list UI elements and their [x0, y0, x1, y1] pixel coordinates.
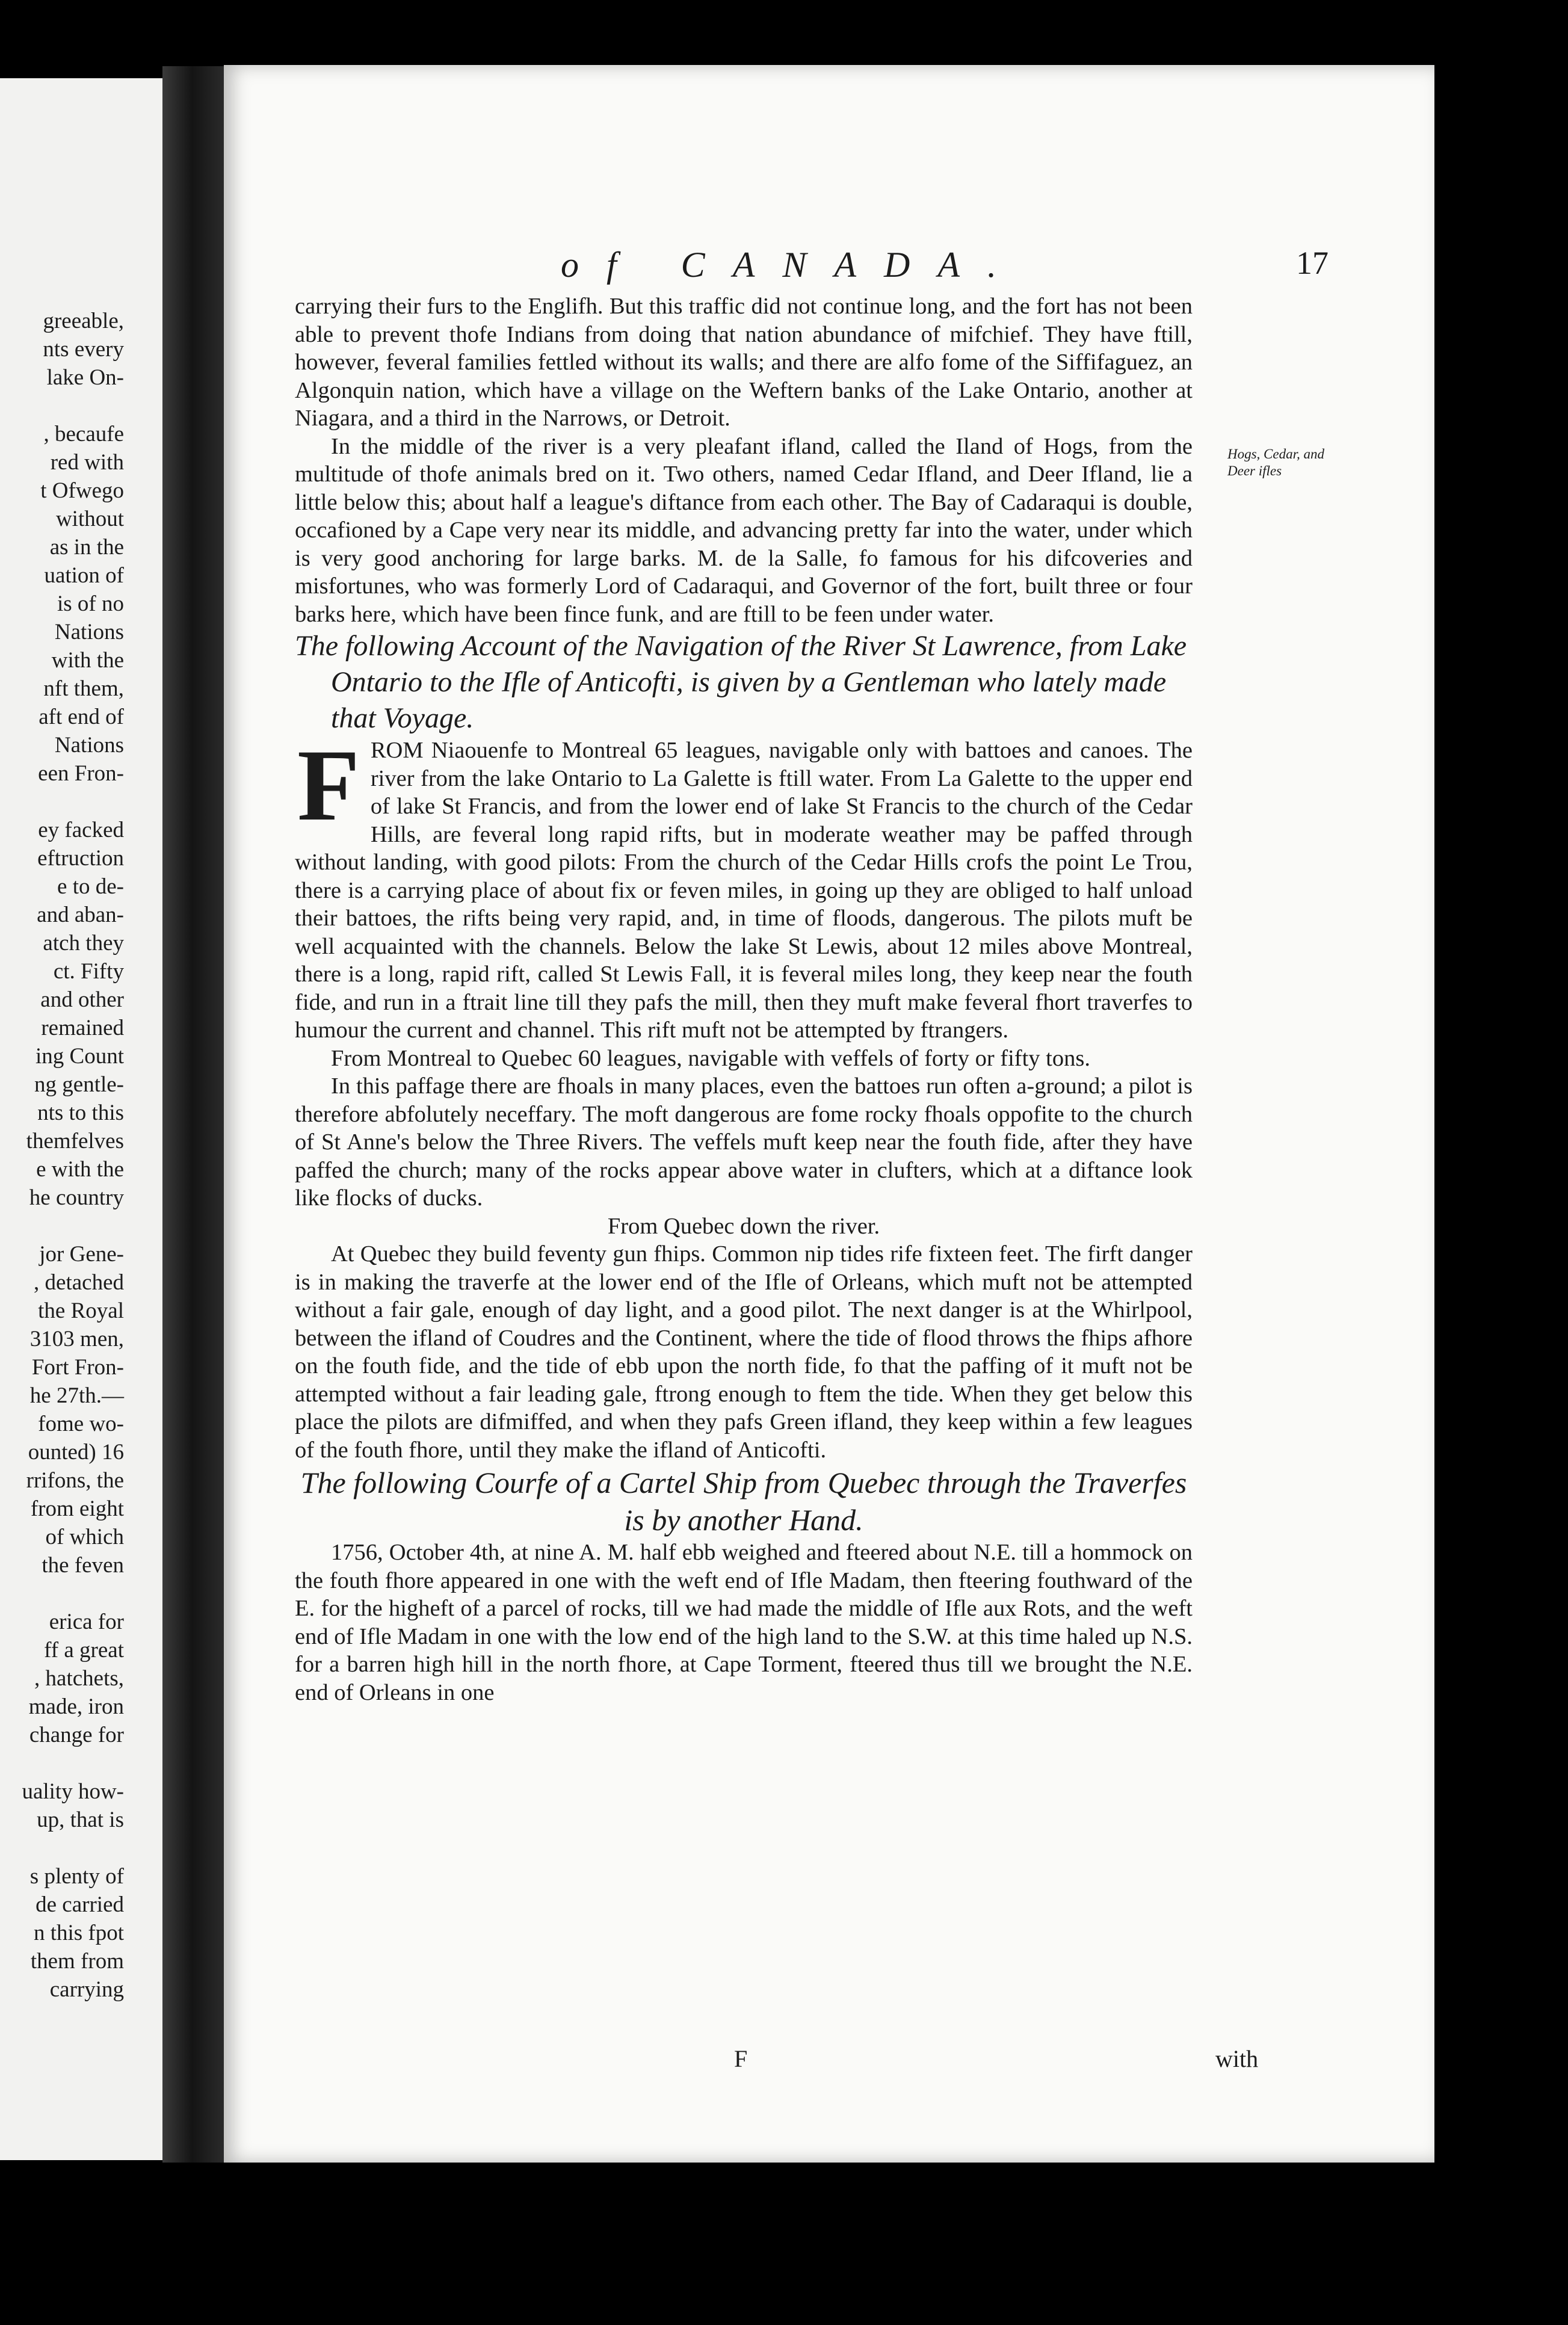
paragraph: At Quebec they build feventy gun fhips. Common nip tides rife fixteen feet. The firft danger is in making the traverfe at the lower end of the Ifle of Orleans, which muft not be attempted without a fair gale, enough of day light, and a good pilot. The next danger is at the Whirlpool, between the ifland of Coudres and the Continent, where the tide of flood throws the fhips afhore on the fouth fide, and the tide of ebb upon the north fide, fo that the paffing of it muft not be attempted without a fair leading gale, ftrong enough to ftem the tide. When they get below this place the pilots are difmiffed, and when they pafs Green ifland, they keep within a few leagues of the fouth fhore, until they make the ifland of Anticofti. [295, 1241, 1193, 1463]
facing-page-line [22, 788, 124, 816]
facing-page-line: de carried [35, 1892, 124, 1917]
facing-page-line: lake On- [46, 365, 124, 390]
facing-page-line: Nations [54, 620, 124, 644]
signature-mark: F [734, 2045, 748, 2072]
facing-page-line: up, that is [37, 1808, 124, 1832]
facing-page-line: ing Count [35, 1044, 124, 1069]
facing-page-line: greeable, [43, 309, 124, 333]
facing-page-line: rrifons, the [26, 1468, 124, 1493]
facing-page-line: he country [29, 1185, 124, 1210]
facing-page-line: , hatchets, [34, 1666, 124, 1691]
page-header [224, 244, 1434, 298]
facing-page-line: aft end of [39, 705, 124, 729]
facing-page-line [22, 1834, 124, 1862]
scan-border [0, 2163, 1568, 2325]
drop-cap: F [297, 729, 360, 842]
facing-page-line [22, 1212, 124, 1240]
facing-page-line: , detached [34, 1270, 124, 1295]
facing-page-lines [22, 307, 124, 2004]
facing-page-line: nts to this [37, 1101, 124, 1125]
facing-page-line: change for [29, 1723, 124, 1747]
facing-page-line: remained [41, 1016, 124, 1040]
facing-page-line: carrying [49, 1977, 124, 2002]
facing-page-line: of which [45, 1525, 124, 1549]
book-page [224, 65, 1434, 2163]
facing-page-line: made, iron [28, 1694, 124, 1719]
facing-page-line: ng gentle- [34, 1072, 124, 1097]
facing-page-line: is of no [57, 591, 124, 616]
facing-page-line: 3103 men, [29, 1327, 124, 1351]
facing-page-line: atch they [43, 931, 124, 956]
facing-page-line: the Royal [38, 1298, 124, 1323]
catchword: with [1215, 2045, 1259, 2072]
facing-page-line: and aban- [37, 903, 124, 927]
facing-page-line: with the [51, 648, 124, 673]
facing-page-line: and other [40, 987, 124, 1012]
facing-page-line [22, 1579, 124, 1608]
facing-page-line: without [55, 507, 124, 531]
facing-page-line: as in the [49, 535, 124, 560]
section-heading: The following Account of the Navigation of the River St Lawrence, from Lake Ontario to the Ifle of Anticofti, is given by a Gentleman who lately made that Voyage. [295, 630, 1187, 734]
facing-page-line: nft them, [43, 676, 124, 701]
page-number: 17 [1296, 245, 1329, 281]
facing-page-line: eftruction [37, 846, 124, 871]
section-heading: The following Courfe of a Cartel Ship from Quebec through the Traverfes is by another Hand. [300, 1466, 1187, 1537]
facing-page-line: from eight [30, 1496, 124, 1521]
facing-page-line: themfelves [26, 1129, 124, 1153]
facing-page-line: Fort Fron- [31, 1355, 124, 1380]
facing-page-line: t Ofwego [40, 478, 124, 503]
running-title: of CANADA. [561, 245, 1024, 285]
facing-page-line: ct. Fifty [53, 959, 124, 984]
facing-page-line: , becaufe [43, 422, 124, 446]
marginal-note: Hogs, Cedar, and Deer ifles [1227, 446, 1325, 478]
facing-page-line: Nations [54, 733, 124, 758]
facing-page-line: e with the [36, 1157, 124, 1182]
page-body [295, 292, 1193, 1706]
facing-page-line: nts every [43, 337, 124, 362]
facing-page-fragment [0, 78, 162, 2160]
facing-page-line: uation of [44, 563, 124, 588]
facing-page-line: ff a great [44, 1638, 124, 1663]
paragraph: From Montreal to Quebec 60 leagues, navigable with veffels of forty or fifty tons. [331, 1045, 1090, 1071]
subheading: From Quebec down the river. [607, 1213, 880, 1239]
page-footer [224, 2045, 1434, 2075]
facing-page-line: them from [30, 1949, 124, 1974]
book-gutter [162, 66, 229, 2172]
facing-page-line: s plenty of [29, 1864, 124, 1889]
facing-page-line [22, 1749, 124, 1777]
paragraph: 1756, October 4th, at nine A. M. half ebb weighed and fteered about N.E. till a hommock on the fouth fhore appeared in one with the weft end of Ifle Madam, then fteering fouthward of the E. for the higheft of a parcel of rocks, till we had made the middle of Ifle aux Rots, and the weft end of Ifle Madam in one with the low end of the high land to the S.W. at this time haled up N.S. for a barren high hill in the north fhore, at Cape Torment, fteered thus till we brought the N.E. end of Orleans in one [295, 1540, 1193, 1705]
facing-page-line: red with [50, 450, 124, 475]
facing-page-line: e to de- [57, 874, 124, 899]
facing-page-line: n this fpot [33, 1921, 124, 1945]
facing-page-line: erica for [49, 1610, 124, 1634]
facing-page-line: ey facked [38, 818, 124, 842]
paragraph: In the middle of the river is a very pleafant ifland, called the Iland of Hogs, from the multitude of thofe animals bred on it. Two others, named Cedar Ifland, and Deer Ifland, lie a little below this; about half a league's diftance from each other. The Bay of Cadaraqui is double, occafioned by a Cape very near its middle, and advancing pretty far into the water, under which is very good anchoring for large barks. M. de la Salle, fo famous for his difcoveries and misfortunes, who was formerly Lord of Cadaraqui, and Governor of the fort, built three or four barks here, which have been fince funk, and are ftill to be feen under water. [295, 433, 1193, 627]
facing-page-line: uality how- [22, 1779, 124, 1804]
paragraph-with-dropcap [295, 729, 1193, 1045]
paragraph: In this paffage there are fhoals in many places, even the battoes run often a-ground; a pilot is therefore abfolutely neceffary. The moft dangerous are fome rocky fhoals oppofite to the church of St Anne's below the Three Rivers. The veffels muft keep near the fouth fide, after they have paffed the church; many of the rocks appear above water in clufters, which at a diftance look like flocks of ducks. [295, 1073, 1193, 1211]
facing-page-line: the feven [42, 1553, 124, 1578]
facing-page-line: een Fron- [38, 761, 124, 786]
facing-page-line: ounted) 16 [28, 1440, 124, 1465]
paragraph: carrying their furs to the Englifh. But this traffic did not continue long, and the fort has not been able to prevent thofe Indians from doing that nation abundance of mifchief. They have ftill, however, feveral families fettled without its walls; and there are alfo fome of the Siffifaguez, an Algonquin nation, which have a village on the Weftern banks of the Lake Ontario, another at Niagara, and a third in the Narrows, or Detroit. [295, 294, 1193, 431]
facing-page-line: fome wo- [38, 1412, 124, 1436]
paragraph-text: ROM Niaouenfe to Montreal 65 leagues, navigable only with battoes and canoes. The river from the lake Ontario to La Galette is ftill water. From La Galette to the upper end of lake St Francis, and from the lower end of lake St Francis to the church of the Cedar Hills, are feveral long rapid rifts, but in moderate weather may be paffed through without landing, with good pilots: From the church of the Cedar Hills crofs the point Le Trou, there is a carrying place of about fix or feven miles, in going up they are obliged to half unload their battoes, the rifts being very rapid, and, in time of floods, dangerous. The pilots muft be well acquainted with the channels. Below the lake St Lewis, about 12 miles above Montreal, there is a long, rapid rift, called St Lewis Fall, it is feveral miles long, they keep near the fouth fide, and run in a ftrait line till they pafs the mill, then they muft make feveral fhort traverfes to humour the current and channel. This rift muft not be attempted by ftrangers. [295, 738, 1193, 1043]
facing-page-line [22, 392, 124, 420]
facing-page-line: jor Gene- [39, 1242, 124, 1267]
facing-page-line: he 27th.— [29, 1383, 124, 1408]
